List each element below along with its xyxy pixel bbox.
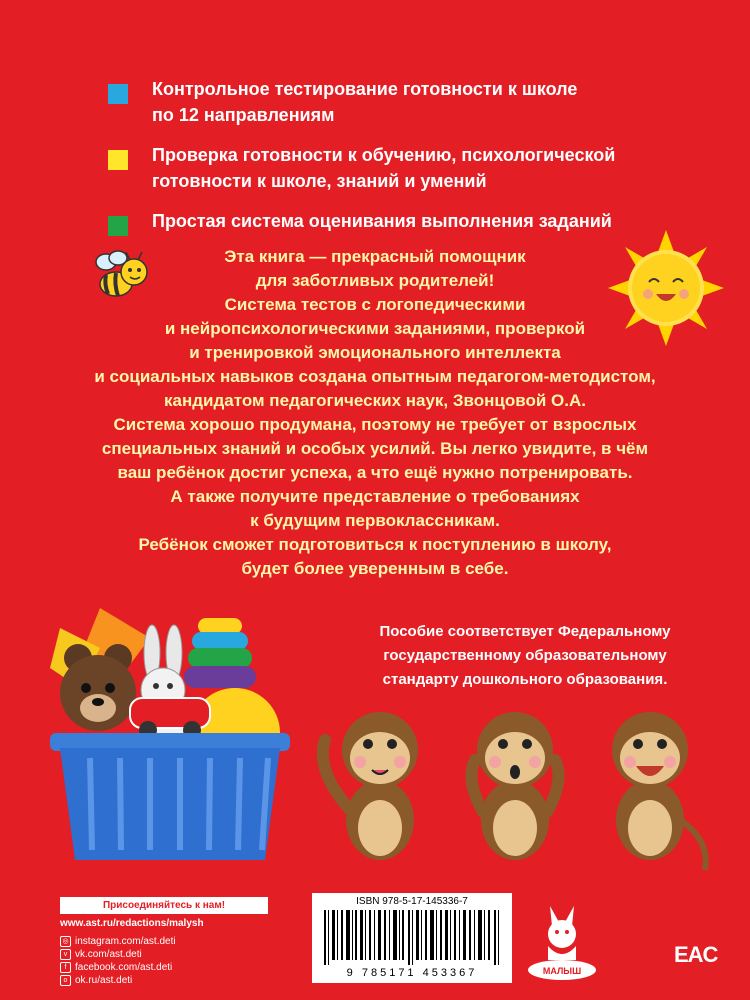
- isbn-barcode-box: [312, 893, 512, 983]
- education-standard-note: Пособие соответствует Федеральному государственному образовательному стандарту дошкольного образования.: [379, 623, 671, 688]
- feature-text: Простая система оценивания выполнения заданий: [152, 211, 612, 231]
- feature-list: [108, 76, 708, 250]
- barcode: [324, 910, 500, 965]
- monkey-left: [323, 712, 418, 860]
- instagram-icon: ◎: [60, 936, 71, 947]
- social-link[interactable]: [60, 961, 268, 974]
- vk-icon: v: [60, 949, 71, 960]
- join-us-label: Присоединяйтесь к нам!: [60, 897, 268, 914]
- isbn-number: ISBN 978-5-17-145336-7: [356, 896, 468, 907]
- barcode-digits: 9 785171 453367: [346, 967, 478, 979]
- monkey-right: [612, 712, 706, 870]
- yellow-square-bullet: [108, 150, 128, 170]
- monkeys-illustration: [300, 700, 720, 880]
- feature-text: Контрольное тестирование готовности к школе по 12 направлениям: [152, 79, 578, 125]
- feature-item: [108, 76, 708, 128]
- malysh-publisher-logo: [522, 900, 602, 982]
- book-description: Эта книга — прекрасный помощник для заботливых родителей! Система тестов с логопедическими и нейропсихологическими заданиями, проверкой и тренировкой эмоционального интеллекта и социальных навыков создана опытным педагогом-методистом, кандидатом педагогических наук, Звонцовой О.А. Система хорошо продумана, поэтому не требует от взрослых специальных знаний и особых усилий. Вы легко увидите, в чём ваш ребёнок достиг успеха, а что ещё нужно потренировать. А также получите представление о требованиях к будущим первоклассникам. Ребёнок сможет подготовиться к поступлению в школу, будет более уверенным в себе.: [94, 247, 656, 578]
- website-link[interactable]: www.ast.ru/redactions/malysh: [60, 918, 204, 929]
- blue-square-bullet: [108, 84, 128, 104]
- odnoklassniki-icon: o: [60, 975, 71, 986]
- green-square-bullet: [108, 216, 128, 236]
- facebook-icon: f: [60, 962, 71, 973]
- social-links-box: [60, 897, 268, 987]
- publisher-name: МАЛЫШ: [542, 966, 582, 976]
- social-link[interactable]: [60, 935, 268, 948]
- feature-item: [108, 142, 708, 194]
- social-link-text: vk.com/ast.deti: [75, 949, 142, 960]
- eac-mark: EAC: [674, 942, 718, 967]
- social-link-text: ok.ru/ast.deti: [75, 975, 133, 986]
- monkey-middle: [471, 712, 558, 860]
- feature-text: Проверка готовности к обучению, психологической готовности к школе, знаний и умений: [152, 145, 616, 191]
- social-link[interactable]: [60, 948, 268, 961]
- social-link[interactable]: [60, 974, 268, 987]
- social-link-text: facebook.com/ast.deti: [75, 962, 173, 973]
- social-link-text: instagram.com/ast.deti: [75, 936, 176, 947]
- toy-basket-illustration: [40, 598, 300, 868]
